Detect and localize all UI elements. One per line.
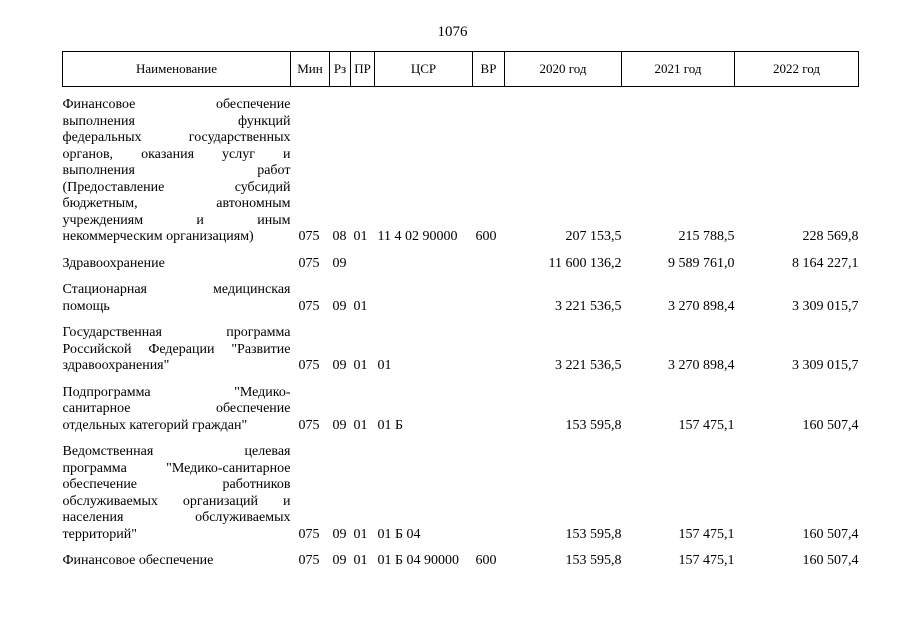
header-rz: Рз [330,52,351,87]
cell-csr: 01 Б 04 [377,526,421,542]
table-row [63,325,859,375]
cell-y2022: 160 507,4 [802,417,859,433]
cell-y2021: 157 475,1 [678,553,735,568]
cell-y2020: 3 221 536,5 [555,298,622,314]
row-name [63,256,291,273]
cell-pr: 01 [353,553,368,568]
row-name-line: обеспечение работников [62,477,291,492]
row-name-line: органов, оказания услуг и [62,146,291,162]
cell-y2022: 228 569,8 [802,229,859,244]
header-2021: 2021 год [622,52,735,87]
row-name-line: федеральных государственных [62,130,291,145]
cell-rz: 09 [332,255,347,271]
header-csr: ЦСР [375,52,473,87]
row-name-line: бюджетным, автономным [62,196,291,211]
cell-csr: 01 [377,358,392,373]
cell-y2021: 157 475,1 [678,417,735,433]
header-2020: 2020 год [505,52,622,87]
cell-csr: 01 Б [377,417,404,433]
cell-vr [473,444,505,543]
row-name-line: Финансовое обеспечение [62,553,214,568]
header-name: Наименование [63,52,291,87]
header-2022: 2022 год [735,52,859,87]
row-name-line: учреждениям и иным [62,212,291,228]
table-row [63,282,859,315]
cell-y2022: 8 164 227,1 [792,255,859,271]
cell-rz: 09 [332,526,347,542]
cell-vr: 600 [475,229,497,244]
table-row [63,444,859,543]
row-name-line: здравоохранения" [62,358,170,373]
cell-vr [473,282,505,315]
row-name [63,325,291,375]
row-name [63,97,291,246]
header-min: Мин [291,52,330,87]
cell-y2020: 153 595,8 [565,417,622,433]
row-name-line: выполнения функций [62,113,291,129]
page-number: 1076 [437,24,468,40]
row-name-line: населения обслуживаемых [62,510,291,525]
cell-csr [375,256,473,273]
table-row [63,385,859,435]
table-row [63,97,859,246]
table-body [63,87,859,570]
row-name-line: отдельных категорий граждан" [62,417,248,433]
cell-y2021: 3 270 898,4 [668,358,735,373]
cell-vr [473,385,505,435]
cell-pr: 01 [353,358,368,373]
row-spacer [63,87,859,98]
row-name-line: выполнения работ [62,163,291,178]
row-name-line: программа "Медико-санитарное [62,460,291,476]
cell-y2021: 3 270 898,4 [668,298,735,314]
cell-y2020: 3 221 536,5 [555,358,622,373]
row-name-line: Финансовое обеспечение [62,97,291,112]
cell-vr [473,256,505,273]
cell-min: 075 [298,358,320,373]
cell-min: 075 [298,553,320,568]
cell-min: 075 [298,298,320,314]
cell-csr: 11 4 02 90000 [377,229,458,244]
cell-vr: 600 [475,553,497,568]
cell-y2020: 153 595,8 [565,553,622,568]
row-spacer [63,272,859,282]
cell-y2022: 160 507,4 [802,553,859,568]
cell-y2020: 207 153,5 [565,229,622,244]
table-header-row [63,52,859,87]
cell-min: 075 [298,417,320,433]
cell-min: 075 [298,526,320,542]
cell-min: 075 [298,255,320,271]
row-name-line: помощь [62,298,110,314]
row-name-line: некоммерческим организациям) [62,229,254,244]
cell-rz: 09 [332,417,347,433]
row-spacer [63,375,859,385]
cell-vr [473,325,505,375]
row-spacer [63,315,859,325]
row-name-line: Подпрограмма "Медико- [62,384,291,400]
row-name-line: санитарное обеспечение [62,401,291,416]
row-name-line: Здравоохранение [62,255,165,271]
row-spacer [63,246,859,256]
cell-rz: 09 [332,553,347,568]
cell-rz: 08 [332,229,347,244]
row-name [63,385,291,435]
budget-table [62,51,859,570]
header-vr: ВР [473,52,505,87]
cell-y2021: 215 788,5 [678,229,735,244]
cell-pr: 01 [353,298,368,314]
cell-csr: 01 Б 04 90000 [377,553,460,568]
cell-y2020: 11 600 136,2 [548,255,622,271]
cell-y2021: 9 589 761,0 [668,255,735,271]
cell-pr: 01 [353,417,368,433]
row-name [63,282,291,315]
cell-y2022: 3 309 015,7 [792,298,859,314]
cell-pr: 01 [353,526,368,542]
cell-y2020: 153 595,8 [565,526,622,542]
cell-pr: 01 [353,229,368,244]
row-name-line: Ведомственная целевая [62,444,291,459]
row-name-line: территорий" [62,526,137,542]
cell-min: 075 [298,229,320,244]
header-pr: ПР [351,52,375,87]
row-name-line: обслуживаемых организаций и [62,493,291,509]
row-name-line: Российской Федерации "Развитие [62,341,291,357]
cell-rz: 09 [332,298,347,314]
cell-y2022: 160 507,4 [802,526,859,542]
table-row [63,256,859,273]
row-name-line: (Предоставление субсидий [62,179,291,195]
row-spacer [63,434,859,444]
row-name [63,444,291,543]
cell-pr [351,256,375,273]
cell-rz: 09 [332,358,347,373]
cell-csr [375,282,473,315]
row-spacer [63,543,859,553]
row-name-line: Стационарная медицинская [62,282,291,297]
cell-y2021: 157 475,1 [678,526,735,542]
cell-y2022: 3 309 015,7 [792,358,859,373]
row-name-line: Государственная программа [62,325,291,340]
row-name [63,553,291,570]
table-row [63,553,859,570]
